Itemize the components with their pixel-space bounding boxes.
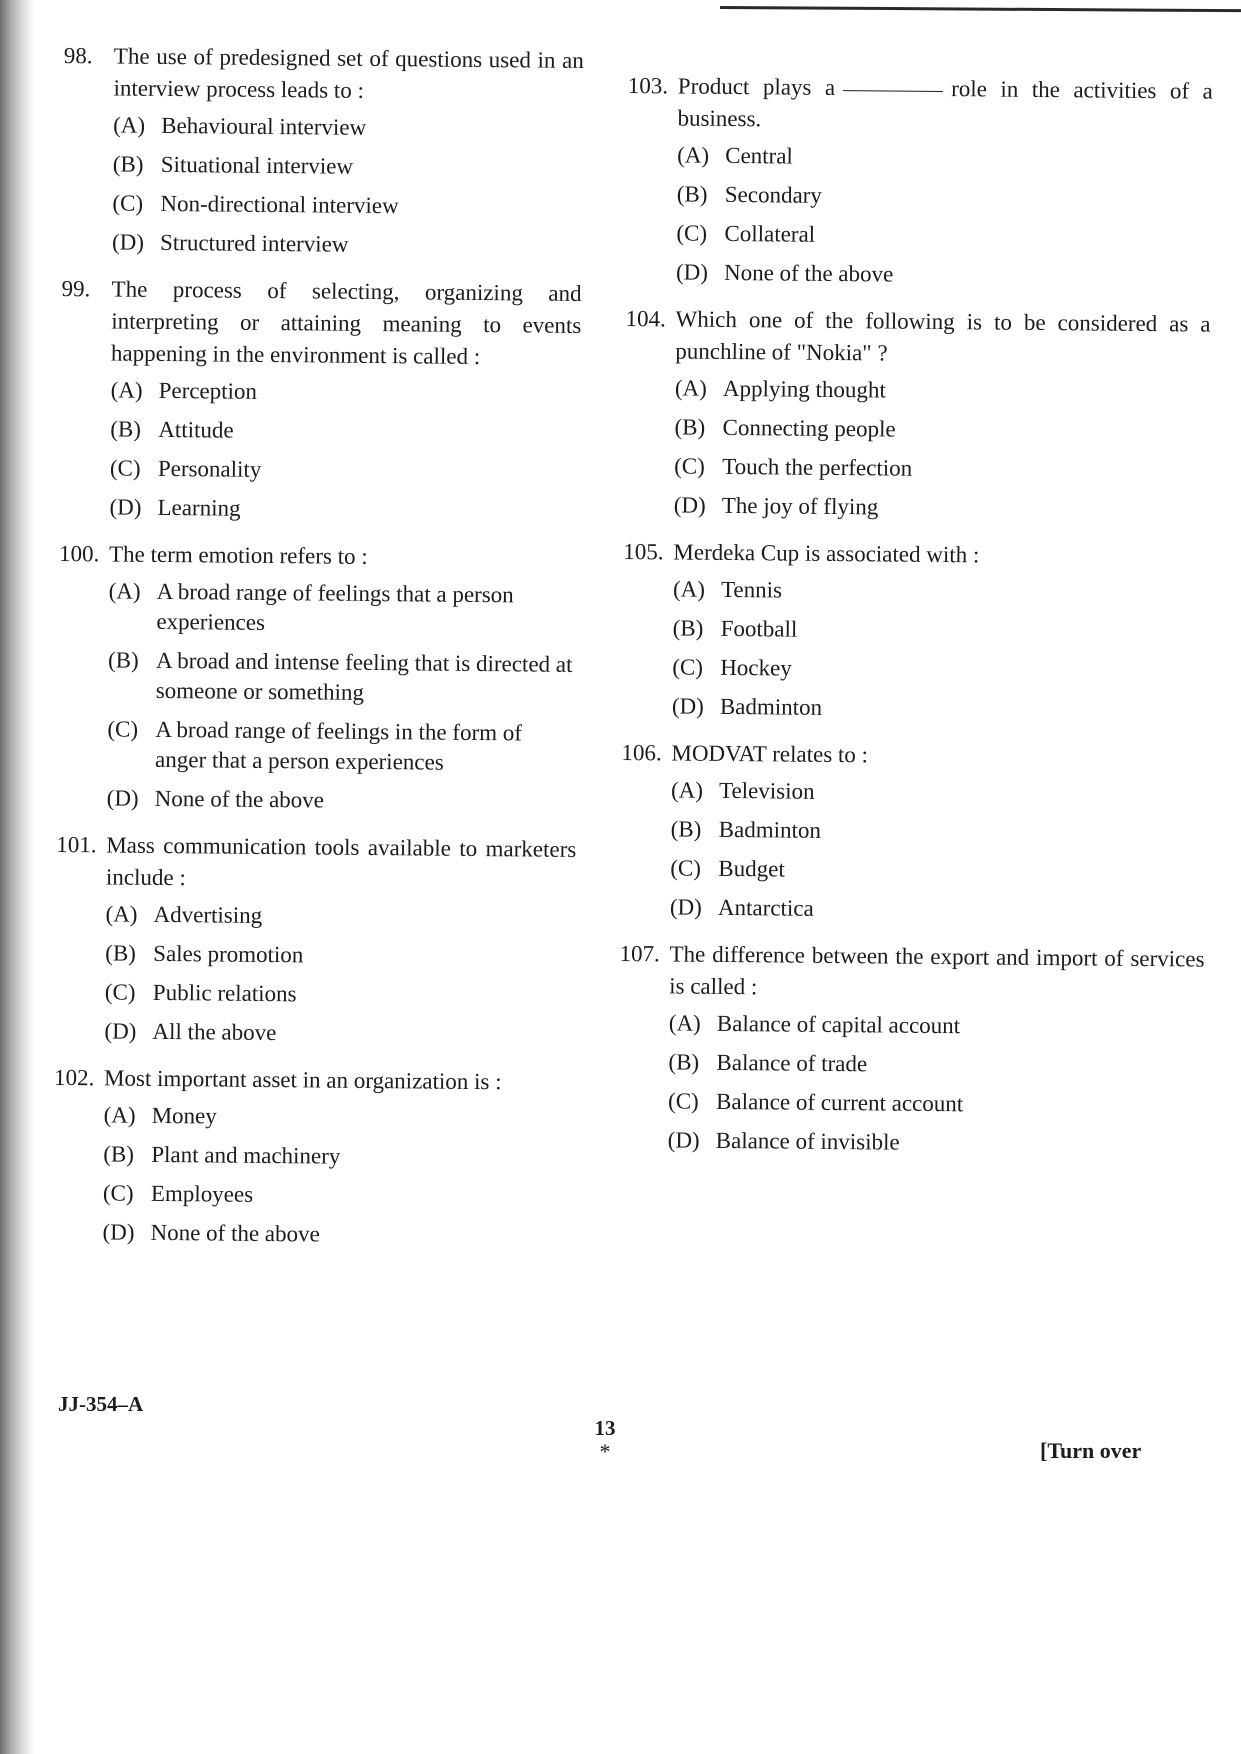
option-label: (C): [674, 453, 705, 479]
option-text: A broad range of feelings in the form of anger that a person experiences: [154, 716, 523, 775]
option-label: (C): [109, 455, 141, 481]
question-number: 99.: [61, 275, 91, 302]
option-text: Learning: [157, 494, 241, 521]
option-c: [103, 1178, 573, 1213]
question-106: [620, 737, 1207, 928]
option-b: [674, 412, 1209, 447]
option-b: [108, 645, 579, 710]
question-101: [54, 829, 576, 1051]
question-number: 105.: [623, 538, 664, 565]
question-text: MODVAT relates to :: [671, 740, 869, 768]
option-label: (C): [676, 220, 708, 246]
option-list: [674, 373, 1210, 525]
option-a: [104, 1100, 574, 1135]
question-text: Mass communication tools available to marketers include :: [105, 832, 577, 891]
option-a: [108, 576, 579, 641]
option-text: Attitude: [158, 416, 234, 443]
left-column: [52, 40, 584, 1268]
option-text: Applying thought: [722, 375, 886, 403]
option-label: (B): [107, 647, 139, 673]
option-label: (B): [112, 151, 144, 177]
option-label: (D): [671, 693, 704, 719]
option-d: [112, 227, 582, 262]
question-100: [57, 538, 580, 818]
option-d: [674, 490, 1209, 525]
option-label: (D): [675, 259, 709, 285]
option-text: Badminton: [719, 693, 823, 720]
question-107: [618, 938, 1205, 1161]
option-label: (D): [111, 229, 145, 255]
option-label: (A): [668, 1010, 701, 1036]
option-text: Structured interview: [159, 229, 349, 257]
option-text: Sales promotion: [153, 940, 304, 968]
option-d: [676, 257, 1211, 292]
option-text: All the above: [152, 1018, 277, 1046]
option-c: [668, 1086, 1203, 1121]
option-label: (C): [107, 716, 139, 742]
option-text: Situational interview: [160, 151, 354, 179]
option-text: Personality: [157, 455, 262, 482]
question-number: 98.: [63, 42, 93, 69]
option-text: None of the above: [154, 785, 325, 813]
option-a: [671, 775, 1206, 810]
option-label: (A): [674, 375, 708, 401]
option-text: Budget: [718, 855, 785, 882]
option-text: Tennis: [720, 576, 783, 603]
option-c: [676, 218, 1211, 253]
option-c: [672, 652, 1207, 687]
option-label: (D): [102, 1219, 135, 1245]
option-a: [110, 375, 580, 410]
option-label: (B): [672, 615, 704, 641]
question-text-after-blank: role in the activities of a business.: [677, 76, 1213, 132]
question-102: [52, 1062, 574, 1252]
question-number: 104.: [625, 305, 666, 332]
option-label: (C): [670, 855, 702, 881]
question-number: 106.: [621, 739, 662, 766]
asterisk-mark: *: [599, 1439, 611, 1464]
option-text: Advertising: [153, 901, 263, 928]
option-text: A broad range of feelings that a person experiences: [156, 578, 514, 635]
option-d: [102, 1217, 572, 1252]
question-number: 103.: [627, 72, 669, 99]
option-d: [668, 1125, 1203, 1160]
option-text: Connecting people: [722, 414, 896, 442]
option-text: Balance of invisible: [715, 1127, 900, 1155]
option-a: [113, 110, 583, 145]
option-d: [670, 892, 1205, 927]
question-text: Most important asset in an organization is :: [103, 1065, 502, 1095]
question-number: 101.: [56, 831, 97, 858]
option-c: [670, 853, 1205, 888]
option-text: Television: [718, 777, 815, 804]
option-label: (C): [102, 1180, 134, 1206]
question-text: [677, 70, 1213, 139]
top-rule-line: [720, 6, 1241, 12]
option-label: (C): [104, 979, 136, 1005]
option-list: [668, 1008, 1204, 1160]
option-label: (A): [105, 901, 138, 927]
option-label: (A): [110, 377, 143, 403]
option-text: Public relations: [152, 979, 297, 1007]
option-list: [676, 140, 1212, 292]
option-list: [107, 576, 579, 818]
question-text-before-blank: Product plays a: [677, 73, 836, 100]
option-label: (B): [105, 940, 137, 966]
question-text: The use of predesigned set of questions used in an interview process leads to :: [113, 43, 584, 103]
question-98: [62, 40, 584, 262]
question-105: [622, 536, 1209, 727]
option-text: Antarctica: [717, 894, 814, 921]
option-text: Balance of current account: [715, 1088, 964, 1117]
option-list: [112, 110, 583, 262]
option-label: (B): [676, 181, 708, 207]
option-label: (B): [103, 1141, 135, 1167]
option-a: [673, 574, 1208, 609]
question-text: The difference between the export and import of services is called :: [669, 941, 1205, 1000]
option-text: The joy of flying: [721, 492, 879, 520]
option-text: A broad and intense feeling that is directed at someone or something: [155, 647, 573, 705]
option-c: [112, 188, 582, 223]
option-label: (C): [112, 190, 144, 216]
option-label: (A): [670, 777, 704, 803]
page-number: 13: [594, 1416, 616, 1440]
option-a: [675, 373, 1210, 408]
option-text: Central: [725, 142, 794, 169]
option-list: [109, 375, 580, 527]
option-c: [105, 977, 575, 1012]
option-text: Perception: [158, 377, 258, 404]
option-list: [104, 899, 575, 1051]
option-a: [105, 899, 575, 934]
option-text: Touch the perfection: [722, 453, 913, 481]
option-list: [672, 574, 1208, 726]
question-text: Which one of the following is to be considered as a punchline of "Nokia" ?: [675, 306, 1211, 366]
scan-edge-shadow: [0, 0, 34, 1754]
option-b: [105, 938, 575, 973]
option-label: (A): [672, 576, 706, 602]
question-103: [626, 70, 1213, 293]
option-c: [110, 453, 580, 488]
option-b: [677, 179, 1212, 214]
option-c: [674, 451, 1209, 486]
booklet-code: JJ-354–A: [58, 1392, 144, 1416]
option-b: [103, 1139, 573, 1174]
question-number: 107.: [619, 940, 660, 967]
option-label: (B): [110, 416, 142, 442]
option-text: Collateral: [724, 220, 816, 247]
option-b: [110, 414, 580, 449]
option-label: (D): [109, 494, 142, 520]
turn-over-note: [Turn over: [1040, 1438, 1142, 1463]
option-a: [669, 1008, 1204, 1043]
question-text: The term emotion refers to :: [108, 541, 368, 569]
option-b: [672, 613, 1207, 648]
option-c: [107, 714, 578, 779]
option-label: (A): [677, 142, 710, 168]
option-text: Non-directional interview: [160, 190, 399, 219]
option-text: Plant and machinery: [151, 1141, 341, 1169]
option-text: Balance of capital account: [716, 1010, 961, 1039]
option-text: Badminton: [718, 816, 822, 843]
option-text: Balance of trade: [716, 1049, 868, 1077]
option-b: [113, 149, 583, 184]
option-label: (C): [667, 1088, 699, 1114]
option-d: [109, 492, 579, 527]
option-label: (B): [674, 414, 706, 440]
option-label: (D): [104, 1018, 137, 1044]
question-99: [59, 273, 581, 527]
option-text: Behavioural interview: [161, 112, 367, 140]
option-text: Football: [720, 615, 798, 642]
option-b: [668, 1047, 1203, 1082]
option-label: (A): [103, 1102, 136, 1128]
option-label: (C): [672, 654, 704, 680]
option-d: [672, 691, 1207, 726]
fill-in-blank: [843, 88, 943, 92]
question-number: 102.: [53, 1064, 95, 1091]
option-d: [107, 783, 577, 818]
option-text: Secondary: [724, 181, 823, 208]
option-label: (D): [667, 1127, 700, 1153]
option-text: Money: [151, 1102, 217, 1129]
option-label: (A): [113, 112, 146, 138]
question-text: Merdeka Cup is associated with :: [673, 539, 980, 568]
option-text: Hockey: [720, 654, 792, 681]
option-text: None of the above: [150, 1219, 320, 1247]
option-label: (B): [670, 816, 702, 842]
option-label: (B): [668, 1049, 700, 1075]
option-label: (D): [106, 785, 139, 811]
option-b: [671, 814, 1206, 849]
option-list: [102, 1100, 573, 1252]
option-list: [670, 775, 1206, 927]
option-text: Employees: [150, 1180, 254, 1207]
option-d: [104, 1016, 574, 1051]
option-label: (A): [108, 578, 141, 604]
question-104: [624, 303, 1211, 526]
right-column: [617, 70, 1213, 1177]
question-text: The process of selecting, organizing and interpreting or attaining meaning to events happening in the environment is called :: [110, 276, 582, 370]
option-label: (D): [669, 894, 703, 920]
option-label: (D): [673, 492, 706, 518]
question-number: 100.: [58, 540, 100, 567]
option-text: None of the above: [723, 259, 894, 287]
option-a: [677, 140, 1212, 175]
